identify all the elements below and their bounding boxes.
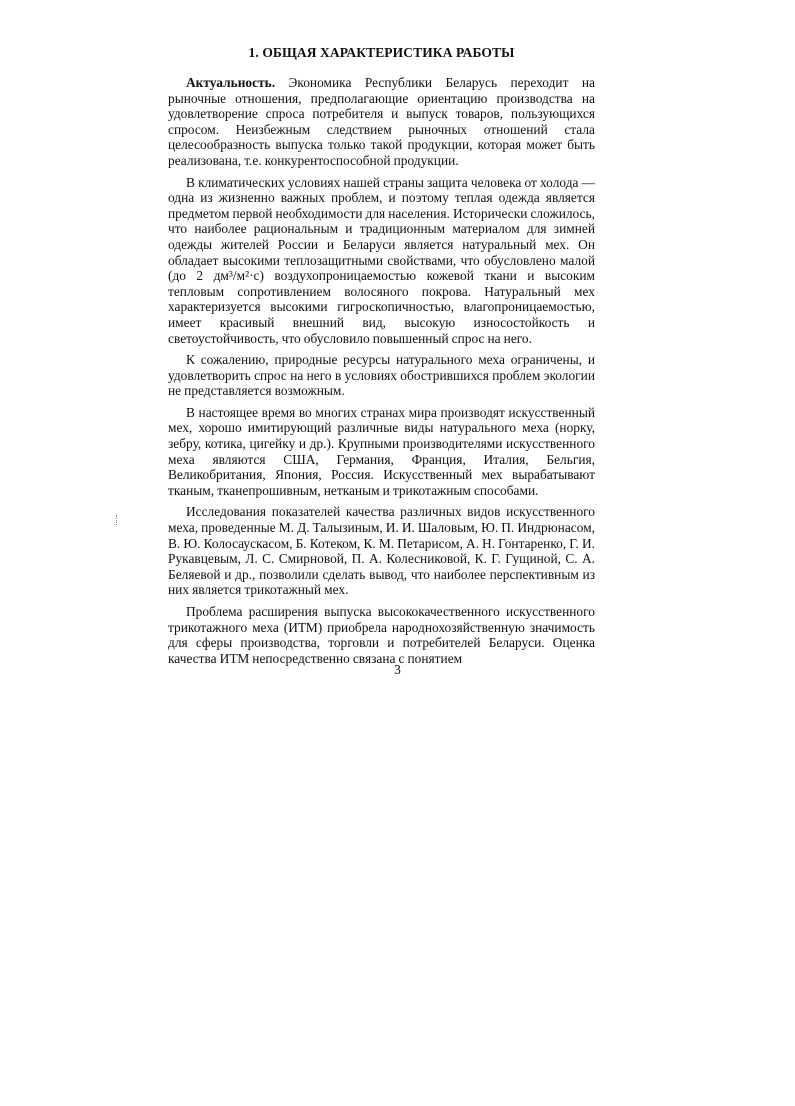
paragraph-text: Экономика Республики Беларусь переходит на рыночные отношения, предполагающие ориентацию производства на удовлетворение спроса потребителя и выпуск товаров, пользующихся спросом. Неизбежным следствием рыночных отношений стала целесообразность выпуска только такой продукции, которая может быть реализована, т.е. конкурентоспособной продукции.: [168, 75, 595, 168]
paragraph-research: Исследования показателей качества различных видов искусственного меха, проведенные М. Д. Талызиным, И. И. Шаловым, Ю. П. Индрюнасом, В. Ю. Колосаускасом, Б. Котеком, К. М. Петарисом, А. Н. Гонтаренко, Г. И. Рукавцевым, Л. С. Смирновой, П. А. Колесниковой, К. Г. Гущиной, С. А. Беляевой и др., позволили сделать вывод, что наиболее перспективным из них является трикотажный мех.: [168, 504, 595, 598]
page-number: 3: [394, 662, 401, 677]
text-block: [168, 45, 595, 672]
section-heading: 1. ОБЩАЯ ХАРАКТЕРИСТИКА РАБОТЫ: [248, 45, 515, 60]
paragraph-lead: Актуальность.: [186, 75, 276, 90]
paragraph-natural-fur: В климатических условиях нашей страны защита человека от холода — одна из жизненно важных проблем, и поэтому теплая одежда является предметом первой необходимости для населения. Исторически сложилось, что наиболее рациональным и традиционным материалом для зимней одежды жителей России и Беларуси является натуральный мех. Он обладает высокими теплозащитными свойствами, что обусловлено малой (до 2 дм³/м²·с) воздухопроницаемостью кожевой ткани и высоким тепловым сопротивлением волосяного покрова. Натуральный мех характеризуется высокими гигроскопичностью, влагопроницаемостью, имеет красивый внешний вид, высокую износостойкость и светоустойчивость, что обусловило повышенный спрос на него.: [168, 174, 595, 346]
paragraph-resources: К сожалению, природные ресурсы натурального меха ограничены, и удовлетворить спрос на него в условиях обострившихся проблем экологии не представляется возможным.: [168, 352, 595, 399]
paragraph-problem: Проблема расширения выпуска высококачественного искусственного трикотажного меха (ИТМ) приобрела народнохозяйственную значимость для сферы производства, торговли и потребителей Беларуси. Оценка качества ИТМ непосредственно связана с понятием: [168, 604, 595, 666]
paragraph-artificial-fur: В настоящее время во многих странах мира производят искусственный мех, хорошо имитирующий различные виды натурального меха (норку, зебру, котика, цигейку и др.). Крупными производителями искусственного меха являются США, Германия, Франция, Италия, Бельгия, Великобритания, Япония, Россия. Искусственный мех вырабатывают тканым, тканепрошивным, нетканым и трикотажным способами.: [168, 404, 595, 498]
paragraph-relevance: [168, 75, 595, 169]
scan-margin-mark: [116, 515, 119, 525]
